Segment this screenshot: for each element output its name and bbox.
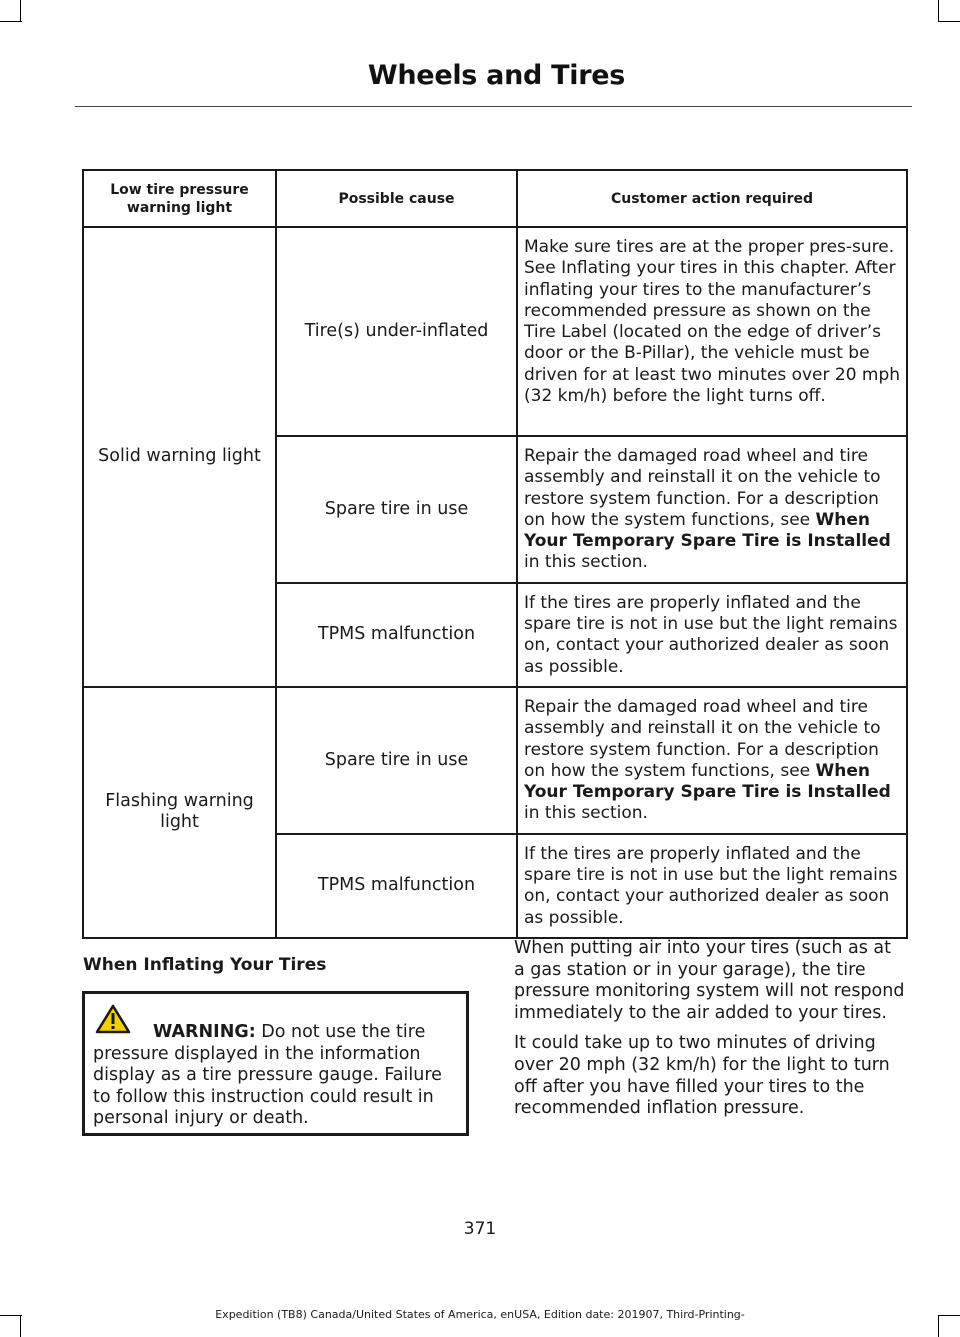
footer-text: Expedition (TB8) Canada/United States of America, enUSA, Edition date: 201907, Third-Printing- — [215, 1308, 745, 1321]
body-text-column — [514, 938, 906, 1129]
crop-mark-top-right — [938, 0, 939, 22]
section-heading: When Inflating Your Tires — [83, 955, 327, 975]
action-cell — [517, 436, 907, 583]
cause-cell: TPMS malfunction — [276, 834, 517, 938]
table-row — [83, 687, 907, 834]
crop-mark-top-right-h — [938, 21, 960, 22]
action-text-end: in this section. — [524, 803, 648, 824]
cross-reference: When Your Temporary Spare Tire is Installed — [524, 509, 891, 552]
page-title: Wheels and Tires — [367, 60, 625, 91]
warning-triangle-icon — [95, 1004, 131, 1034]
crop-mark-top-left — [20, 0, 21, 22]
action-text: Repair the damaged road wheel and tire assembly and reinstall it on the vehicle to restore system function. For a description on how the system functions, see — [524, 696, 881, 781]
action-cell — [517, 687, 907, 834]
action-cell: Make sure tires are at the proper pres-sure. See Inflating your tires in this chapter. After inflating your tires to the manufacturer’s recommended pressure as shown on the Tire Label (located on the edge of driver’s door or the B-Pillar), the vehicle must be driven for at least two minutes over 20 mph (32 km/h) before the light turns off. — [517, 227, 907, 436]
flashing-warning-light-cell: Flashing warning light — [83, 687, 276, 938]
cause-cell: TPMS malfunction — [276, 583, 517, 687]
warning-text: Do not use the tire pressure displayed in the information display as a tire pressure gauge. Failure to follow this instruction could result in personal injury or death. — [93, 1022, 442, 1128]
page-number: 371 — [463, 1219, 497, 1239]
solid-warning-light-cell: Solid warning light — [83, 227, 276, 687]
paragraph: It could take up to two minutes of driving over 20 mph (32 km/h) for the light to turn off after you have filled your tires to the recommended inflation pressure. — [514, 1033, 890, 1119]
warning-label: WARNING: — [153, 1022, 256, 1042]
crop-mark-top-left-h — [0, 21, 22, 22]
paragraph: When putting air into your tires (such as at a gas station or in your garage), the tire pressure monitoring system will not respond immediately to the air added to your tires. — [514, 938, 905, 1023]
cause-cell: Spare tire in use — [276, 436, 517, 583]
action-cell: If the tires are properly inflated and the spare tire is not in use but the light remains on, contact your authorized dealer as soon as possible. — [517, 583, 907, 687]
cause-cell: Spare tire in use — [276, 687, 517, 834]
table-header-row — [83, 170, 907, 227]
cross-reference: When Your Temporary Spare Tire is Installed — [524, 760, 891, 803]
column-header-cause: Possible cause — [276, 170, 517, 227]
cause-cell: Tire(s) under-inflated — [276, 227, 517, 436]
column-header-action: Customer action required — [517, 170, 907, 227]
header-divider — [75, 106, 912, 107]
warning-box — [82, 991, 469, 1136]
action-cell: If the tires are properly inflated and the spare tire is not in use but the light remains on, contact your authorized dealer as soon as possible. — [517, 834, 907, 938]
table-row — [83, 227, 907, 436]
action-text: Repair the damaged road wheel and tire assembly and reinstall it on the vehicle to restore system function. For a description on how the system functions, see — [524, 446, 881, 530]
column-header-light: Low tire pressure warning light — [83, 170, 276, 227]
tpms-warning-table — [82, 169, 908, 939]
action-text-end: in this section. — [524, 552, 648, 573]
